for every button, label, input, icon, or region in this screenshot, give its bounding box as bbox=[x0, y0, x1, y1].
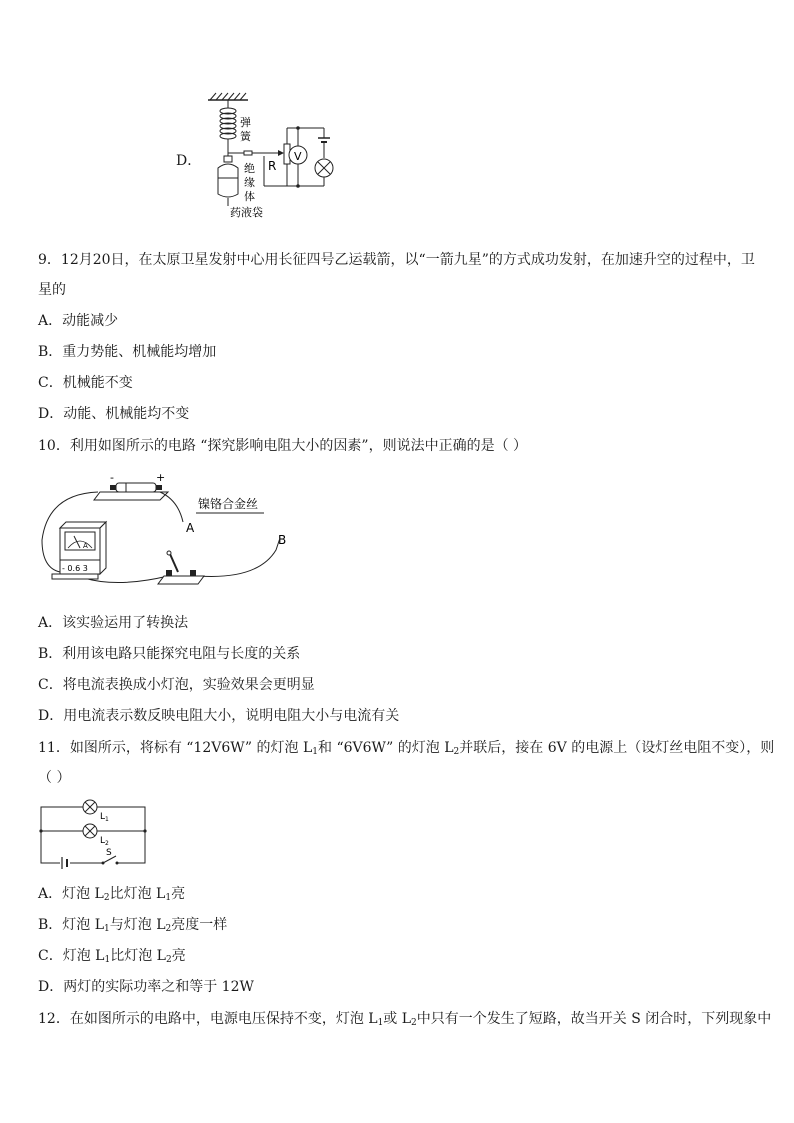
q11-stem-sub1: 1 bbox=[312, 747, 318, 757]
q8-spring-label-2: 簧 bbox=[240, 130, 251, 143]
q11-stem-line1 bbox=[38, 739, 774, 757]
q10-option-d: D．用电流表示数反映电阻大小，说明电阻大小与电流有关 bbox=[38, 708, 400, 724]
q11-stem-sub2: 2 bbox=[453, 747, 460, 757]
q11-option-a: A．灯泡 $L_2$比灯泡 $L_1$亮 bbox=[38, 886, 186, 903]
q12-stem-line1: 12．在如图所示的电路中，电源电压保持不变，灯泡 $L_1$或 $L_2$中只有一个发生了短路，故当开关 S 闭合时，下列现象中 bbox=[38, 1011, 772, 1028]
q9-option-b: B．重力势能、机械能均增加 bbox=[38, 344, 217, 360]
q10-stem: 10．利用如图所示的电路 “探究影响电阻大小的因素”，则说法中正确的是（ ） bbox=[38, 438, 528, 454]
q10-circuit-figure bbox=[38, 470, 298, 595]
q10-point-a-label: A bbox=[186, 521, 195, 535]
q10-option-a: A．该实验运用了转换法 bbox=[38, 615, 189, 631]
q11-fig-l2: $L_2$ bbox=[100, 836, 109, 847]
q8-circuit-figure bbox=[200, 90, 350, 225]
q8-insulator-label-2: 缘 bbox=[244, 176, 255, 189]
q11-option-d: D．两灯的实际功率之和等于 12W bbox=[38, 979, 254, 995]
q8-insulator-label-1: 绝 bbox=[244, 162, 255, 175]
q9-stem-line2: 星的 bbox=[38, 282, 66, 298]
q8-option-d-label: D． bbox=[176, 153, 202, 169]
q11-stem-part-b: 和 “6V6W” 的灯泡 L bbox=[318, 740, 454, 756]
q8-resistor-label: R bbox=[268, 159, 277, 173]
q10-battery-plus: + bbox=[156, 471, 166, 484]
q10-point-b-label: B bbox=[278, 533, 287, 547]
q8-insulator-label-3: 体 bbox=[244, 190, 255, 203]
q8-bag-label: 药液袋 bbox=[230, 206, 263, 219]
q11-stem-part-a: 11．如图所示，将标有 “12V6W” 的灯泡 L bbox=[38, 740, 313, 756]
q10-option-b: B．利用该电路只能探究电阻与长度的关系 bbox=[38, 646, 301, 662]
q10-wire-label: 镍铬合金丝 bbox=[198, 497, 259, 511]
q9-stem-line1: 9．12月20日，在太原卫星发射中心用长征四号乙运载箭，以“一箭九星”的方式成功发射，在加速升空的过程中，卫 bbox=[38, 252, 755, 268]
q10-battery-minus: - bbox=[110, 471, 114, 484]
q11-fig-l1: $L_1$ bbox=[100, 812, 109, 823]
q8-spring-label-1: 弹 bbox=[240, 116, 251, 129]
q10-meter-unit: A bbox=[83, 542, 88, 550]
q11-option-b: B．灯泡 $L_1$与灯泡 $L_2$亮度一样 bbox=[38, 917, 228, 934]
q11-stem-line2: （ ） bbox=[38, 770, 71, 786]
q11-option-c: C．灯泡 $L_1$比灯泡 $L_2$亮 bbox=[38, 948, 186, 965]
q8-voltmeter-label: V bbox=[294, 150, 302, 163]
q11-stem-part-c: 并联后，接在 6V 的电源上（设灯丝电阻不变），则 bbox=[459, 740, 775, 756]
q9-option-a: A．动能减少 bbox=[38, 313, 119, 329]
q10-option-c: C．将电流表换成小灯泡，实验效果会更明显 bbox=[38, 677, 315, 693]
q11-circuit-figure bbox=[38, 795, 150, 870]
q10-meter-scale: - 0.6 3 bbox=[62, 564, 88, 573]
q9-option-c: C．机械能不变 bbox=[38, 375, 133, 391]
q11-fig-switch: S bbox=[106, 848, 112, 858]
q9-option-d: D．动能、机械能均不变 bbox=[38, 406, 190, 422]
